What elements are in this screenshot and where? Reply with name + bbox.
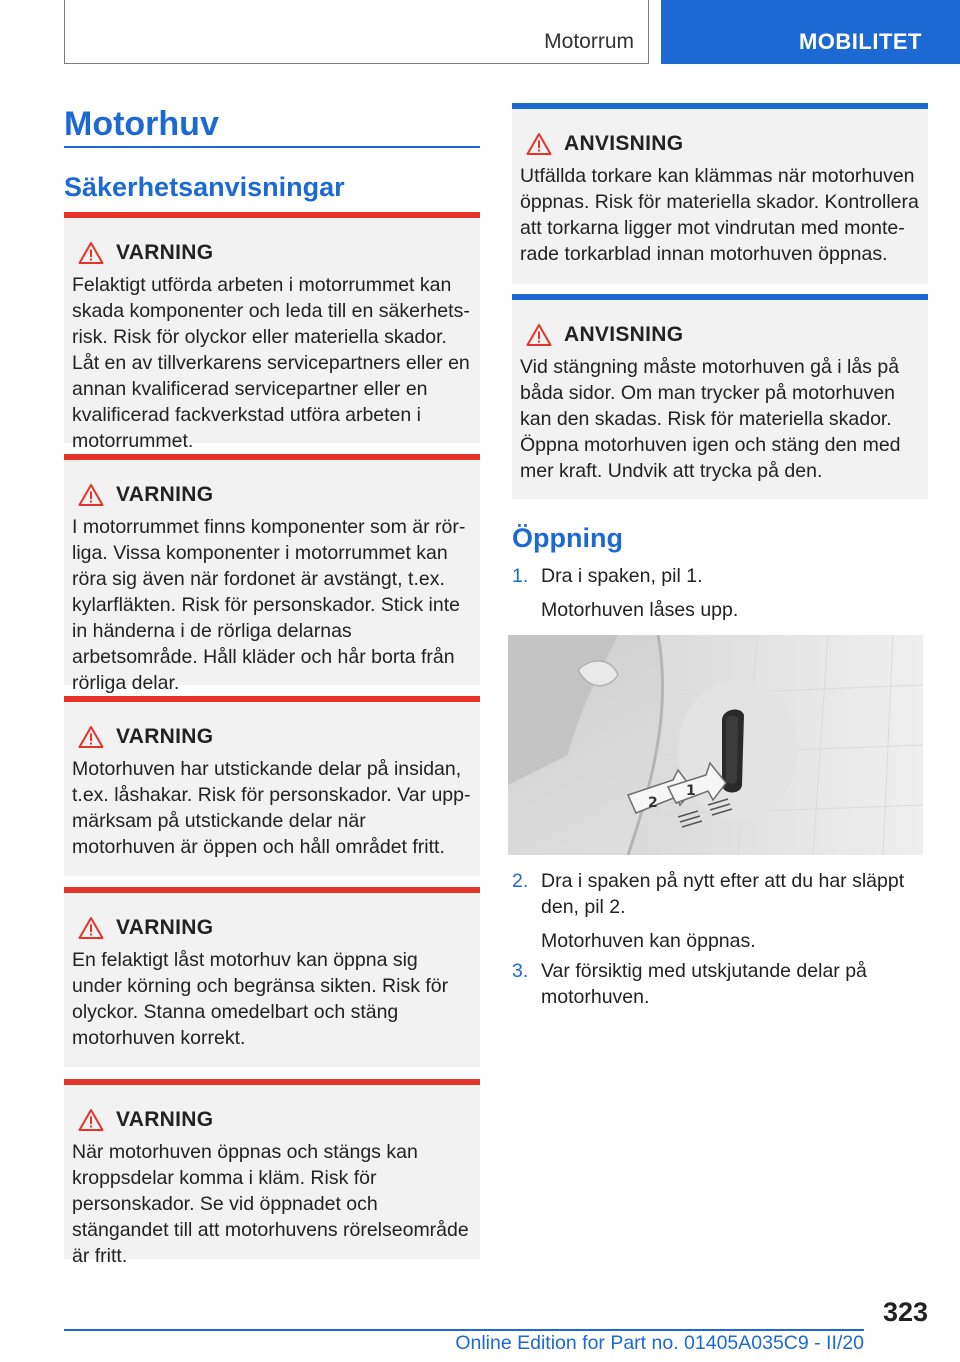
warning-text: Felaktigt utförda arbeten i motorrummet kan skada komponenter och leda till en säkerhetsrisk. Risk för olyckor eller materiella skador. Låt en av tillverkarens servicepartners eller en annan kvalificerad servicepartner eller en kvalificerad fackverkstad utföra arbeten i motorrummet. — [72, 274, 470, 452]
step-number: 1. — [512, 565, 529, 587]
step-result: Motorhuven låses upp. — [541, 599, 739, 621]
warning-text: En felaktigt låst motorhuv kan öppna sig under körning och begränsa sikten. Risk för olyckor. Stanna omedelbart och stäng motorhuven korrekt. — [72, 949, 449, 1049]
warning-text: Motorhuven har utstickande delar på insidan, t.ex. låshakar. Risk för personskador. Var uppmärksam på utstickande delar när motorhuven är öppen och håll området fritt. — [72, 758, 471, 858]
arrow-1-label: 1 — [686, 783, 696, 799]
safety-section-title: Säkerhetsanvisningar — [64, 172, 345, 202]
warning-title: VARNING — [116, 725, 214, 748]
warning-box-5 — [64, 1079, 480, 1267]
header-chapter-tab — [661, 0, 960, 64]
step-number: 3. — [512, 960, 529, 982]
warning-box-2 — [64, 454, 480, 694]
warning-text: I motorrummet finns komponenter som är rörliga. Vissa komponenter i motorrummet kan röra sig även när fordonet är avstängt, t.ex. kylarfläkten. Risk för personskador. Stick inte in händerna i de rörliga delarnas arbetsområde. Håll kläder och hår borta från rörliga delar. — [72, 516, 466, 694]
warning-triangle-icon — [78, 1108, 104, 1132]
step-3 — [512, 958, 928, 1010]
warning-title: VARNING — [116, 1108, 214, 1131]
warning-triangle-icon — [526, 323, 552, 347]
warning-triangle-icon — [78, 725, 104, 749]
step-1 — [512, 563, 928, 623]
warning-box-4 — [64, 887, 480, 1067]
warning-title: VARNING — [116, 241, 214, 264]
step-number: 2. — [512, 870, 529, 892]
warning-text: När motorhuven öppnas och stängs kan kroppsdelar komma i kläm. Risk för personskador. Se vid öppnadet och stängandet till att motorhuvens rörelseområde är fritt. — [72, 1141, 469, 1267]
warning-triangle-icon — [526, 132, 552, 156]
hood-release-illustration-svg — [508, 635, 923, 855]
warning-triangle-icon — [78, 916, 104, 940]
hood-release-lever-illustration — [508, 635, 923, 855]
notice-box-1 — [512, 103, 928, 284]
step-text: Dra i spaken på nytt efter att du har släppt den, pil 2. — [541, 870, 905, 918]
notice-title: ANVISNING — [564, 132, 684, 155]
header-section-tab — [64, 0, 649, 64]
footer-edition-text: Online Edition for Part no. 01405A035C9 - II/20 — [455, 1332, 864, 1354]
title-divider — [64, 146, 480, 148]
step-text: Dra i spaken, pil 1. — [541, 565, 703, 587]
step-2 — [512, 868, 928, 954]
arrow-2-label: 2 — [648, 795, 658, 811]
notice-title: ANVISNING — [564, 323, 684, 346]
warning-box-3 — [64, 696, 480, 876]
header-chapter-label: MOBILITET — [798, 29, 922, 54]
step-text: Var försiktig med utskjutande delar på motorhuven. — [541, 960, 867, 1008]
page-number: 323 — [882, 1297, 928, 1327]
warning-title: VARNING — [116, 483, 214, 506]
notice-text: Utfällda torkare kan klämmas när motorhuven öppnas. Risk för materiella skador. Kontrollera att torkarna ligger mot vindrutan med monterade torkarblad innan motorhuven öppnas. — [520, 165, 919, 265]
footer-divider — [64, 1329, 864, 1331]
warning-triangle-icon — [78, 483, 104, 507]
warning-box-1 — [64, 212, 480, 452]
page-title: Motorhuv — [64, 105, 219, 143]
step-result: Motorhuven kan öppnas. — [541, 930, 756, 952]
notice-box-2 — [512, 294, 928, 499]
warning-title: VARNING — [116, 916, 214, 939]
opening-section-title: Öppning — [512, 523, 623, 553]
notice-text: Vid stängning måste motorhuven gå i lås på båda sidor. Om man trycker på motorhuven kan den skadas. Risk för materiella skador. Öppna motorhuven igen och stäng den med mer kraft. Undvik att trycka på den. — [520, 356, 901, 482]
header-section-label: Motorrum — [544, 30, 634, 53]
warning-triangle-icon — [78, 241, 104, 265]
